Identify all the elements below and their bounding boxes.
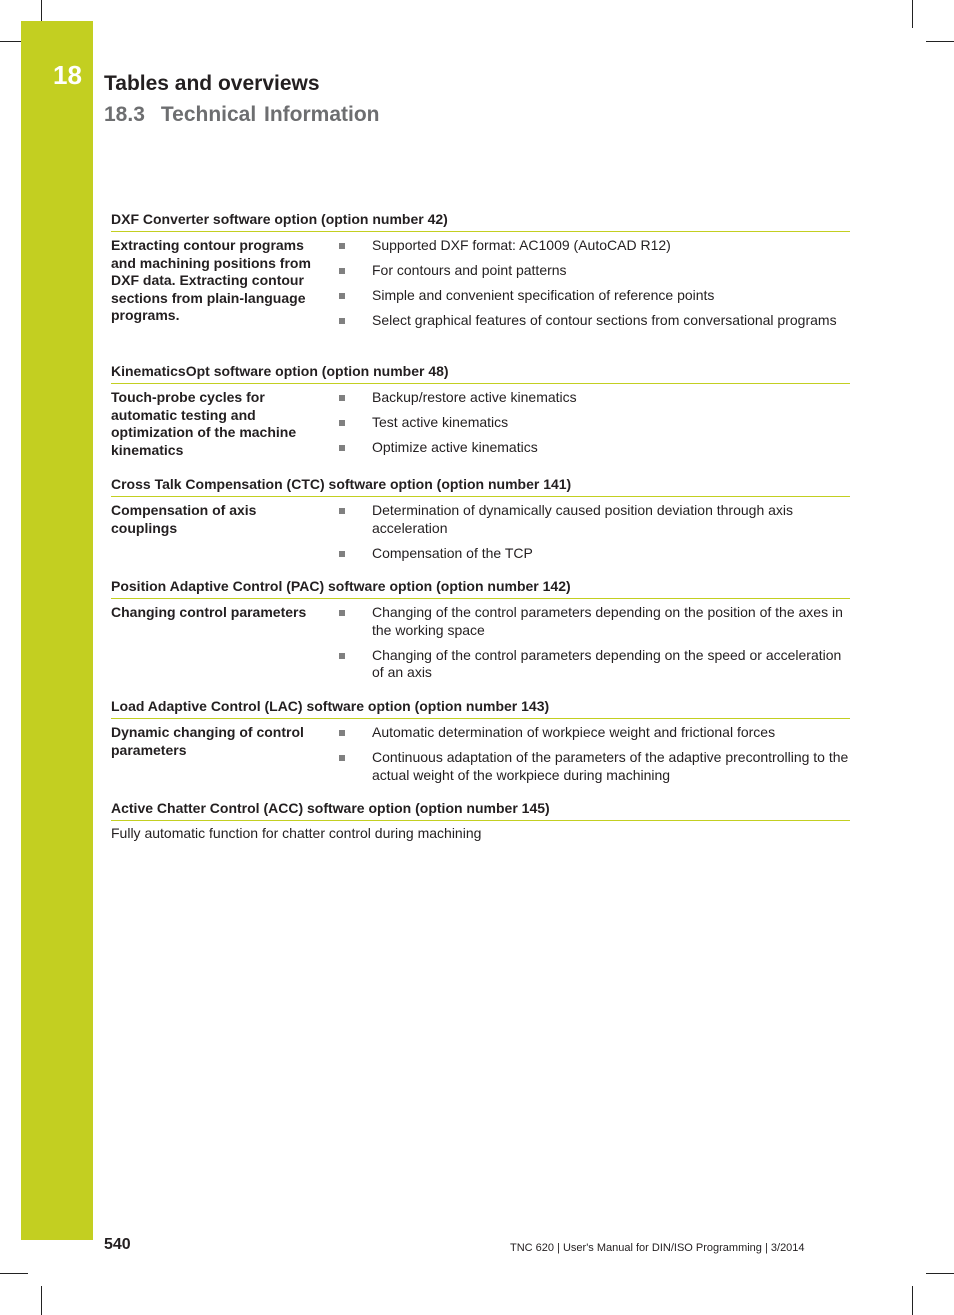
list-item	[339, 287, 850, 305]
item-text: Backup/restore active kinematics	[372, 389, 577, 405]
bullet-icon	[339, 395, 345, 401]
list-item	[339, 414, 850, 432]
list-item	[339, 545, 850, 563]
item-text: Test active kinematics	[372, 414, 509, 430]
item-text: Determination of dynamically caused position deviation through axis acceleration	[372, 502, 794, 536]
bullet-icon	[339, 730, 345, 736]
list-item	[339, 312, 850, 330]
feature-list	[339, 724, 850, 792]
item-text: Changing of the control parameters depending on the speed or acceleration of an axis	[372, 646, 842, 680]
item-text: Simple and convenient specification of reference points	[372, 287, 715, 303]
crop-mark	[912, 1286, 913, 1315]
list-item	[339, 647, 850, 682]
bullet-icon	[339, 445, 345, 451]
option-row	[111, 719, 850, 792]
list-item	[339, 439, 850, 457]
option-title	[111, 698, 850, 719]
option-number: (option number 141)	[432, 476, 572, 492]
option-title	[111, 578, 850, 599]
option-title	[111, 211, 850, 232]
footer-text: TNC 620 | User's Manual for DIN/ISO Programming | 3/2014	[510, 1242, 805, 1254]
option-number: (option number 143)	[410, 698, 550, 714]
feature-list	[339, 502, 850, 570]
option-title	[111, 476, 850, 497]
list-item	[339, 604, 850, 639]
bullet-icon	[339, 508, 345, 514]
option-name: Cross Talk Compensation (CTC) software option	[111, 476, 433, 492]
crop-mark	[41, 0, 42, 21]
option-row	[111, 232, 850, 337]
option-section	[111, 800, 850, 843]
list-item	[339, 389, 850, 407]
chapter-number: 18	[53, 60, 82, 90]
option-section	[111, 578, 850, 689]
option-section	[111, 476, 850, 570]
bullet-icon	[339, 420, 345, 426]
option-number: (option number 48)	[317, 363, 449, 379]
option-section	[111, 211, 850, 337]
option-row	[111, 384, 850, 464]
option-name: Active Chatter Control (ACC) software option	[111, 800, 412, 816]
crop-mark	[41, 1286, 42, 1315]
function-label: Dynamic changing of control parameters	[111, 724, 304, 758]
option-row	[111, 497, 850, 570]
function-label: Changing control parameters	[111, 604, 307, 620]
option-name: KinematicsOpt software option	[111, 363, 318, 379]
list-item	[339, 237, 850, 255]
item-text: Select graphical features of contour sections from conversational programs	[372, 312, 837, 328]
feature-list	[339, 389, 850, 464]
option-number: (option number 145)	[411, 800, 550, 816]
bullet-icon	[339, 551, 345, 557]
page-number: 540	[104, 1236, 131, 1253]
bullet-icon	[339, 318, 345, 324]
option-number: (option number 42)	[317, 211, 448, 227]
option-row	[111, 599, 850, 689]
feature-list	[339, 604, 850, 689]
option-section	[111, 363, 850, 464]
list-item	[339, 724, 850, 742]
item-text: For contours and point patterns	[372, 262, 567, 278]
list-item	[339, 502, 850, 537]
option-title	[111, 363, 850, 384]
item-text: Changing of the control parameters depending on the position of the axes in the working space	[372, 604, 843, 638]
bullet-icon	[339, 755, 345, 761]
crop-mark	[0, 41, 21, 42]
item-text: Optimize active kinematics	[372, 439, 538, 455]
option-name: Position Adaptive Control (PAC) software option	[111, 578, 433, 594]
section-number: 18.3	[104, 103, 145, 126]
item-text: Automatic determination of workpiece weight and frictional forces	[372, 724, 776, 740]
option-section	[111, 698, 850, 792]
feature-list	[339, 237, 850, 337]
crop-mark	[912, 0, 913, 28]
option-title	[111, 800, 850, 821]
list-item	[339, 749, 850, 784]
item-text: Supported DXF format: AC1009 (AutoCAD R12)	[372, 237, 671, 253]
crop-mark	[926, 41, 954, 42]
item-text: Continuous adaptation of the parameters of the adaptive precontrolling to the actual weight of the workpiece during machining	[372, 749, 849, 783]
option-name: DXF Converter software option	[111, 211, 318, 227]
crop-mark	[0, 1273, 28, 1274]
bullet-icon	[339, 610, 345, 616]
bullet-icon	[339, 293, 345, 299]
list-item	[339, 262, 850, 280]
chapter-tab	[21, 21, 93, 1240]
function-label: Touch-probe cycles for automatic testing and optimization of the machine kinematics	[111, 389, 297, 458]
function-label: Extracting contour programs and machining positions from DXF data. Extracting contour sections from plain-language programs.	[111, 237, 311, 323]
crop-mark	[926, 1273, 954, 1274]
bullet-icon	[339, 653, 345, 659]
bullet-icon	[339, 268, 345, 274]
option-number: (option number 142)	[432, 578, 571, 594]
option-description: Fully automatic function for chatter control during machining	[111, 825, 482, 841]
section-heading	[104, 103, 380, 127]
bullet-icon	[339, 243, 345, 249]
section-title: Technical Information	[160, 103, 380, 126]
item-text: Compensation of the TCP	[372, 544, 533, 561]
chapter-title: Tables and overviews	[104, 72, 320, 95]
option-name: Load Adaptive Control (LAC) software option	[111, 698, 411, 714]
function-label: Compensation of axis couplings	[111, 502, 257, 536]
